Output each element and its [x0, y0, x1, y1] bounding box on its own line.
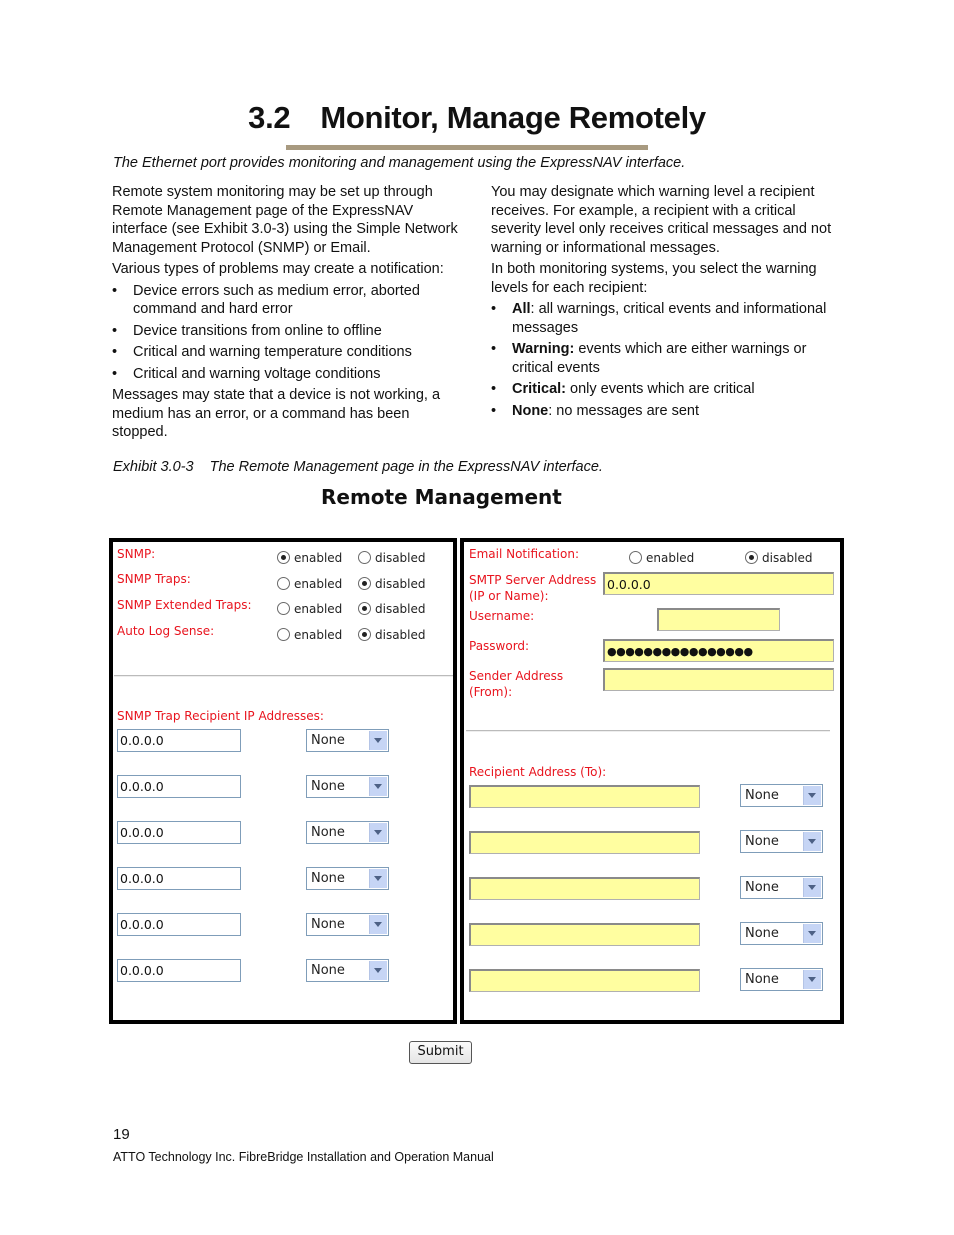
- chevron-down-icon: [369, 961, 387, 980]
- list-item: • Device transitions from online to offline: [112, 322, 382, 339]
- snmp-disabled-radio[interactable]: disabled: [358, 551, 426, 565]
- snmp-traps-enabled-radio[interactable]: enabled: [277, 577, 342, 591]
- trap-level-select-6[interactable]: None: [306, 959, 389, 982]
- list-item: • Warning: events which are either warnings or critical events: [491, 341, 807, 376]
- remote-management-title: Remote Management: [321, 485, 562, 509]
- chevron-down-icon: [803, 786, 821, 805]
- recipient-address-input-1[interactable]: [469, 785, 700, 808]
- sender-address-label: Sender Address (From):: [469, 669, 564, 699]
- recipient-address-input-2[interactable]: [469, 831, 700, 854]
- chevron-down-icon: [369, 869, 387, 888]
- section-number: 3.2: [248, 100, 291, 135]
- email-notification-label: Email Notification:: [469, 547, 580, 561]
- trap-ip-input-1[interactable]: 0.0.0.0: [117, 729, 241, 752]
- list-item: • Critical and warning temperature conditions: [112, 344, 412, 360]
- chevron-down-icon: [369, 915, 387, 934]
- snmp-divider: [114, 675, 453, 677]
- problem-list: [112, 282, 468, 384]
- intro-text: The Ethernet port provides monitoring and management using the ExpressNAV interface.: [113, 155, 686, 171]
- chevron-down-icon: [803, 832, 821, 851]
- level-list: [491, 300, 847, 420]
- username-label: Username:: [469, 609, 535, 623]
- recipient-level-select-4[interactable]: None: [740, 922, 823, 945]
- snmp-label: SNMP:: [117, 547, 156, 561]
- trap-ip-input-2[interactable]: 0.0.0.0: [117, 775, 241, 798]
- chevron-down-icon: [369, 823, 387, 842]
- recipient-level-select-1[interactable]: None: [740, 784, 823, 807]
- right-paragraph-1: You may designate which warning level a recipient receives. For example, a recipient with a critical severity level only receives critical messages and not warning or informational messages.: [491, 184, 832, 256]
- recipient-address-input-5[interactable]: [469, 969, 700, 992]
- footer-text: ATTO Technology Inc. FibreBridge Installation and Operation Manual: [113, 1150, 494, 1164]
- right-column: [491, 183, 847, 423]
- auto-log-sense-disabled-radio[interactable]: disabled: [358, 628, 426, 642]
- submit-button[interactable]: Submit: [409, 1041, 472, 1064]
- list-item: • Critical and warning voltage conditions: [112, 365, 381, 382]
- recipient-address-input-3[interactable]: [469, 877, 700, 900]
- email-divider: [466, 730, 830, 732]
- section-heading: [0, 100, 954, 136]
- snmp-enabled-radio[interactable]: enabled: [277, 551, 342, 565]
- trap-ip-input-5[interactable]: 0.0.0.0: [117, 913, 241, 936]
- auto-log-sense-enabled-radio[interactable]: enabled: [277, 628, 342, 642]
- right-paragraph-2: In both monitoring systems, you select the warning levels for each recipient:: [491, 261, 817, 296]
- chevron-down-icon: [369, 731, 387, 750]
- trap-ip-input-4[interactable]: 0.0.0.0: [117, 867, 241, 890]
- chevron-down-icon: [803, 878, 821, 897]
- left-paragraph-3: Messages may state that a device is not working, a medium has an error, or a command has been stopped.: [112, 387, 441, 440]
- left-column: [112, 183, 468, 445]
- list-item: • None: no messages are sent: [491, 402, 699, 419]
- password-input[interactable]: ●●●●●●●●●●●●●●●●: [603, 639, 834, 662]
- snmp-extended-traps-disabled-radio[interactable]: disabled: [358, 602, 426, 616]
- chevron-down-icon: [803, 970, 821, 989]
- list-item: • Device errors such as medium error, aborted command and hard error: [112, 282, 420, 317]
- trap-level-select-5[interactable]: None: [306, 913, 389, 936]
- recipient-address-label: Recipient Address (To):: [469, 765, 607, 779]
- left-paragraph-2: Various types of problems may create a notification:: [112, 261, 444, 277]
- trap-level-select-3[interactable]: None: [306, 821, 389, 844]
- trap-ip-input-3[interactable]: 0.0.0.0: [117, 821, 241, 844]
- recipient-level-select-2[interactable]: None: [740, 830, 823, 853]
- username-input[interactable]: [657, 608, 780, 631]
- snmp-extended-traps-label: SNMP Extended Traps:: [117, 598, 252, 612]
- snmp-extended-traps-enabled-radio[interactable]: enabled: [277, 602, 342, 616]
- chevron-down-icon: [369, 777, 387, 796]
- list-item: • All: all warnings, critical events and informational messages: [491, 301, 827, 336]
- page-number: 19: [113, 1126, 130, 1143]
- trap-level-select-1[interactable]: None: [306, 729, 389, 752]
- recipient-level-select-3[interactable]: None: [740, 876, 823, 899]
- smtp-server-input[interactable]: 0.0.0.0: [603, 572, 834, 595]
- left-paragraph-1: Remote system monitoring may be set up through Remote Management page of the ExpressNAV interface (see Exhibit 3.0-3) using the Simple Network Management Protocol (SNMP) or Email.: [112, 184, 458, 256]
- trap-level-select-4[interactable]: None: [306, 867, 389, 890]
- email-disabled-radio[interactable]: disabled: [745, 551, 813, 565]
- auto-log-sense-label: Auto Log Sense:: [117, 624, 215, 638]
- trap-ip-input-6[interactable]: 0.0.0.0: [117, 959, 241, 982]
- list-item: • Critical: only events which are critical: [491, 381, 755, 397]
- snmp-traps-disabled-radio[interactable]: disabled: [358, 577, 426, 591]
- exhibit-caption: Exhibit 3.0-3 The Remote Management page in the ExpressNAV interface.: [113, 459, 603, 475]
- recipient-level-select-5[interactable]: None: [740, 968, 823, 991]
- trap-recipients-label: SNMP Trap Recipient IP Addresses:: [117, 709, 324, 723]
- section-title: Monitor, Manage Remotely: [320, 100, 706, 135]
- email-enabled-radio[interactable]: enabled: [629, 551, 694, 565]
- sender-address-input[interactable]: [603, 668, 834, 691]
- snmp-traps-label: SNMP Traps:: [117, 572, 191, 586]
- smtp-server-label: SMTP Server Address (IP or Name):: [469, 573, 597, 603]
- heading-underline: [286, 145, 648, 150]
- trap-level-select-2[interactable]: None: [306, 775, 389, 798]
- chevron-down-icon: [803, 924, 821, 943]
- password-label: Password:: [469, 639, 530, 653]
- recipient-address-input-4[interactable]: [469, 923, 700, 946]
